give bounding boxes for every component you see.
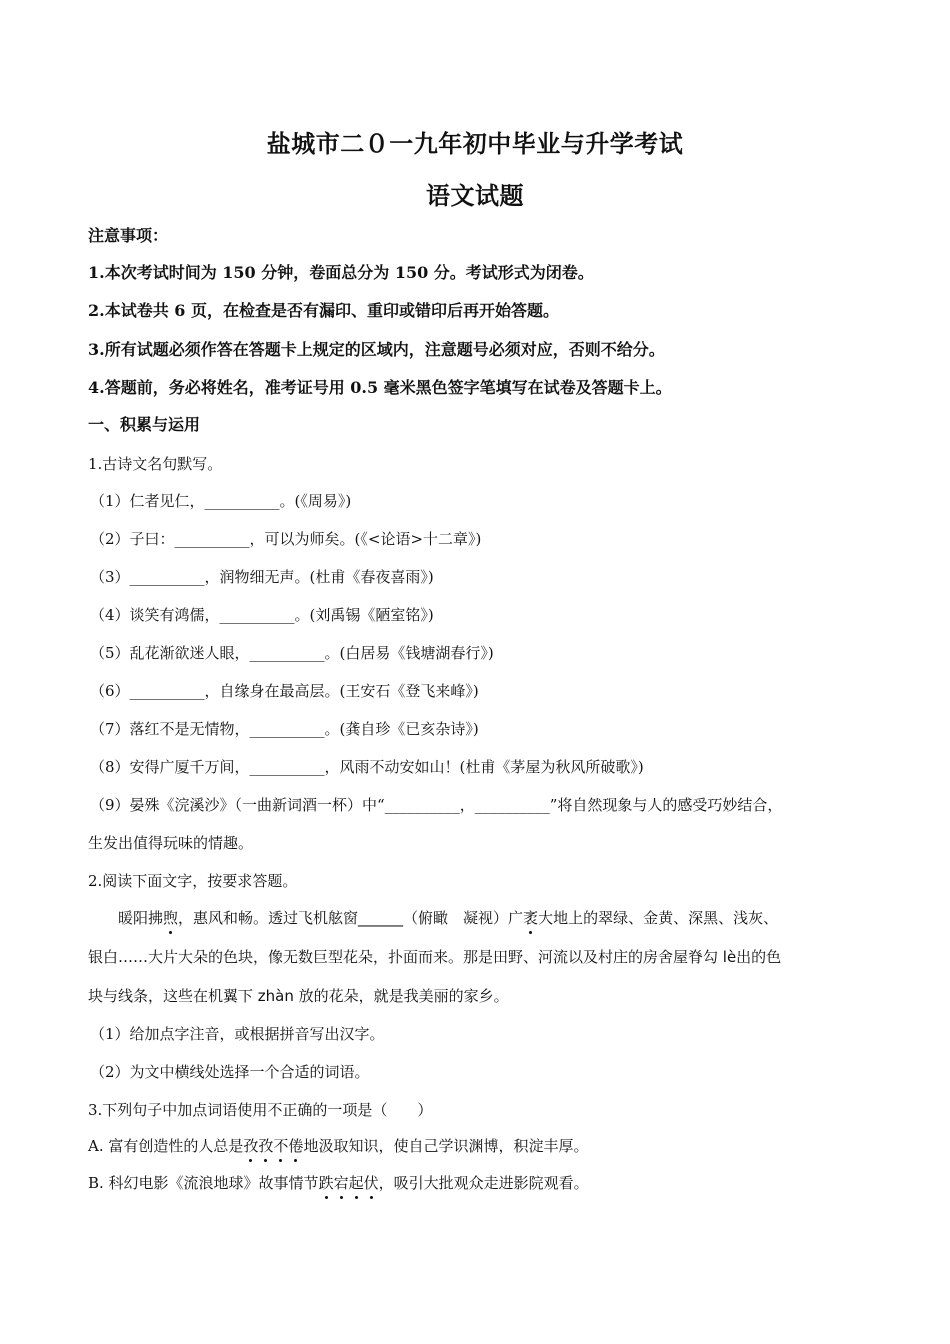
q1-item-1: （1）仁者见仁，__________。(《周易》) [90,492,352,510]
dotted-char: 宕 [333,1174,349,1192]
q1-item-9-cont: 生发出值得玩味的情趣。 [88,834,254,852]
q2-sub-1: （1）给加点字注音，或根据拼音写出汉字。 [90,1025,385,1043]
exam-subtitle: 语文试题 [426,181,524,210]
section-heading: 一、积累与运用 [88,415,201,434]
option-text: A. 富有创造性的人总是 [88,1137,244,1155]
q1-item-5: （5）乱花渐欲迷人眼，__________。(白居易《钱塘湖春行》) [90,644,494,662]
notice-item-2: 2.本试卷共 6 页，在检查是否有漏印、重印或错印后再开始答题。 [88,301,559,320]
passage-text: ，惠风和畅。透过飞机舷窗______（俯瞰 凝视）广 [178,909,524,927]
question-1-prompt: 1.古诗文名句默写。 [88,455,223,473]
option-text: ，吸引大批观众走进影院观看。 [378,1174,589,1192]
notice-item-1: 1.本次考试时间为 150 分钟，卷面总分为 150 分。考试形式为闭卷。 [88,263,594,282]
passage-line-1 [118,908,778,928]
question-3-prompt: 3.下列句子中加点词语使用不正确的一项是（ ） [88,1101,433,1119]
q1-item-6: （6）__________，自缘身在最高层。(王安石《登飞来峰》) [90,682,479,700]
dotted-char: 煦 [163,909,179,927]
q1-item-7: （7）落红不是无情物，__________。(龚自珍《已亥杂诗》) [90,720,479,738]
notice-heading: 注意事项： [88,226,169,245]
dotted-char: 不 [273,1137,289,1155]
q1-item-4: （4）谈笑有鸿儒，__________。(刘禹锡《陋室铭》) [90,606,434,624]
dotted-char: 孜 [243,1137,259,1155]
question-2-prompt: 2.阅读下面文字，按要求答题。 [88,872,298,890]
dotted-char: 起 [348,1174,364,1192]
option-text: 地汲取知识，使自己学识渊博，积淀丰厚。 [303,1137,589,1155]
exam-title: 盐城市二０一九年初中毕业与升学考试 [266,129,684,158]
notice-item-3: 3.所有试题必须作答在答题卡上规定的区域内，注意题号必须对应，否则不给分。 [88,340,665,359]
q3-option-a [88,1136,588,1156]
dotted-char: 跌 [318,1174,334,1192]
q1-item-8: （8）安得广厦千万间，__________，风雨不动安如山！(杜甫《茅屋为秋风所破歌》) [90,758,644,776]
dotted-char: 倦 [288,1137,304,1155]
passage-text: 暖阳拂 [118,909,164,927]
option-text: B. 科幻电影《流浪地球》故事情节 [88,1174,319,1192]
passage-line-3: 块与线条，这些在机翼下 zhàn 放的花朵，就是我美丽的家乡。 [88,987,509,1005]
passage-line-2: 银白……大片大朵的色块，像无数巨型花朵，扑面而来。那是田野、河流以及村庄的房舍屋脊勾 lè出的色 [88,948,782,966]
q3-option-b [88,1173,589,1193]
q1-item-3: （3）__________，润物细无声。(杜甫《春夜喜雨》) [90,568,434,586]
dotted-char: 孜 [258,1137,274,1155]
q2-sub-2: （2）为文中横线处选择一个合适的词语。 [90,1063,370,1081]
q1-item-2: （2）子曰：__________，可以为师矣。(《<论语>十二章》) [90,530,482,548]
dotted-char: 袤 [523,909,539,927]
passage-text: 大地上的翠绿、金黄、深黑、浅灰、 [538,909,779,927]
dotted-char: 伏 [363,1174,379,1192]
q1-item-9: （9）晏殊《浣溪沙》（一曲新词酒一杯）中“__________，__________”将自然现象与人的感受巧妙结合， [90,796,783,814]
notice-item-4: 4.答题前，务必将姓名，准考证号用 0.5 毫米黑色签字笔填写在试卷及答题卡上。 [88,378,672,397]
